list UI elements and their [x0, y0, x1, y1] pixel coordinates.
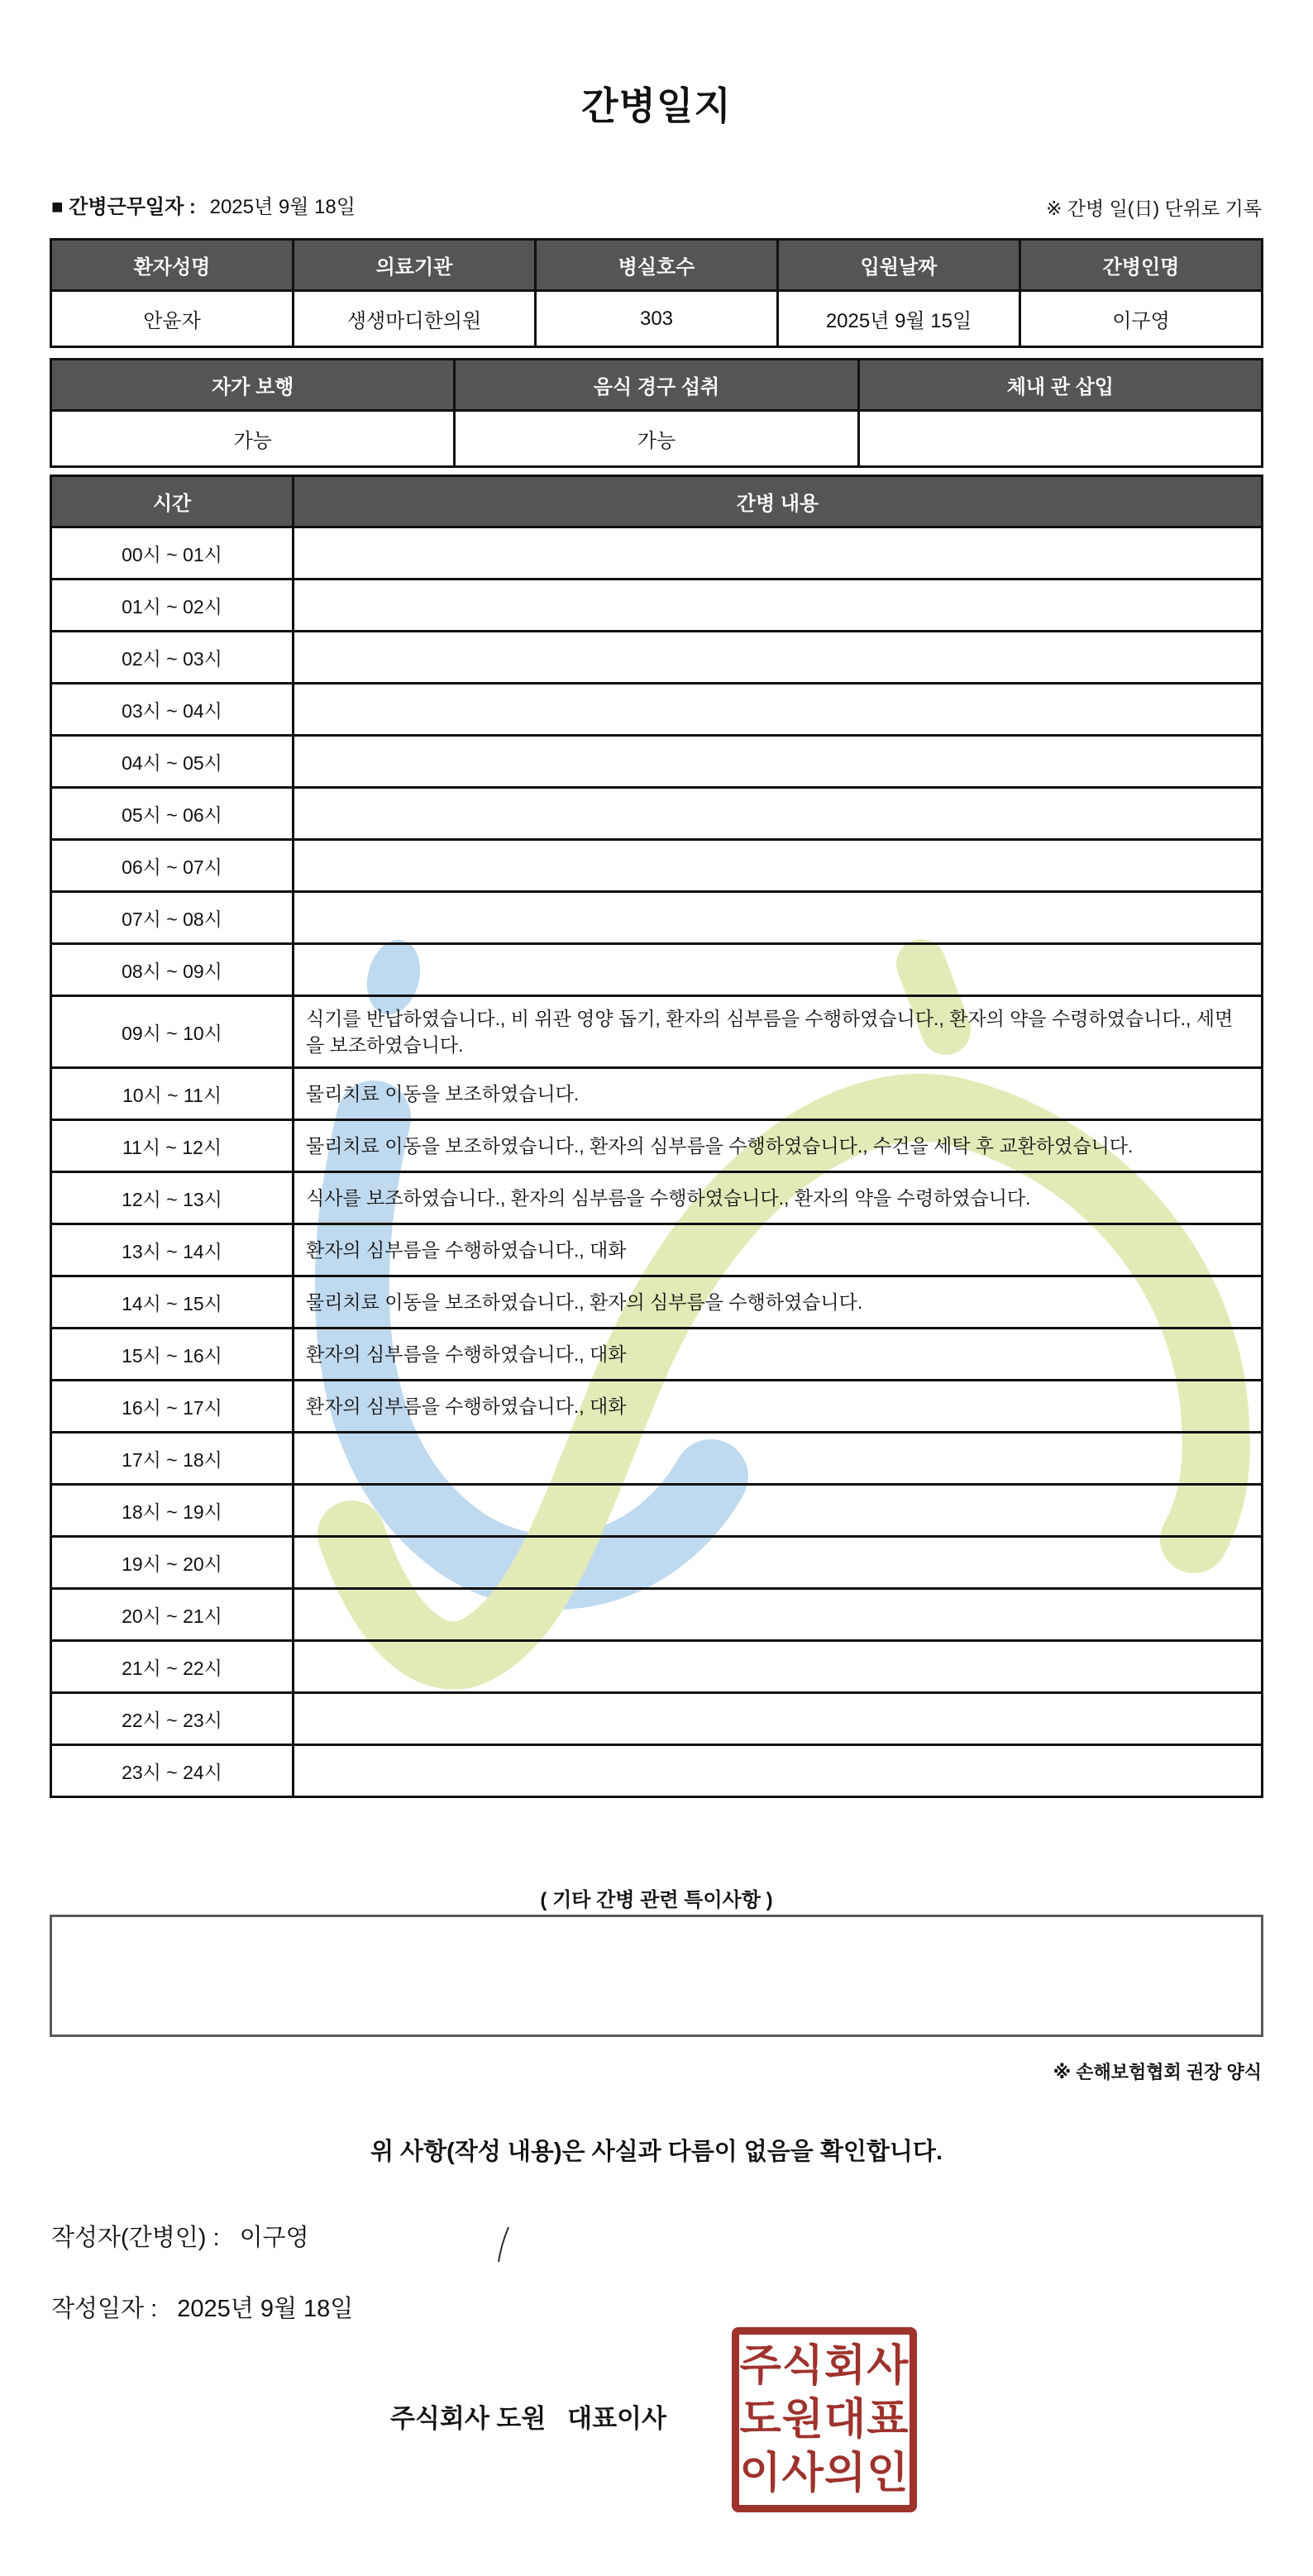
- care-content-cell: 환자의 심부름을 수행하였습니다., 대화: [294, 1224, 1263, 1276]
- time-cell: 14시 ~ 15시: [51, 1276, 294, 1329]
- log-row: [51, 736, 1263, 788]
- header-oral-intake: 음식 경구 섭취: [455, 360, 858, 411]
- care-content-cell: [294, 788, 1263, 840]
- seal-line-3: 이사의인: [739, 2449, 910, 2497]
- writer-line: [51, 2219, 309, 2253]
- time-cell: 19시 ~ 20시: [51, 1537, 294, 1589]
- header-room-number: 병실호수: [536, 240, 778, 291]
- header-time: 시간: [51, 476, 294, 527]
- log-row: [51, 1693, 1263, 1745]
- care-content-cell: [294, 736, 1263, 788]
- care-log-table: [50, 475, 1263, 1798]
- value-caregiver-name: 이구영: [1020, 291, 1263, 347]
- header-medical-institution: 의료기관: [294, 240, 536, 291]
- header-caregiver-name: 간병인명: [1020, 240, 1263, 291]
- patient-info-value-row: [51, 291, 1263, 347]
- log-row: [51, 1537, 1263, 1589]
- record-unit-note: ※ 간병 일(日) 단위로 기록: [1046, 198, 1262, 219]
- care-content-cell: [294, 892, 1263, 944]
- care-content-cell: [294, 1485, 1263, 1537]
- time-cell: 02시 ~ 03시: [51, 632, 294, 684]
- log-row: [51, 892, 1263, 944]
- value-admission-date: 2025년 9월 15일: [778, 291, 1020, 347]
- care-content-cell: 환자의 심부름을 수행하였습니다., 대화: [294, 1381, 1263, 1433]
- value-patient-name: 안윤자: [51, 291, 294, 347]
- recommended-form-note: ※ 손해보험협회 권장 양식: [1053, 2062, 1262, 2082]
- care-log-header-row: [51, 476, 1263, 527]
- time-cell: 09시 ~ 10시: [51, 996, 294, 1068]
- time-cell: 13시 ~ 14시: [51, 1224, 294, 1276]
- care-content-cell: 물리치료 이동을 보조하였습니다., 환자의 심부름을 수행하였습니다., 수건을 세탁 후 교환하였습니다.: [294, 1120, 1263, 1172]
- value-tube-insertion: [858, 411, 1262, 467]
- log-row: [51, 684, 1263, 736]
- special-notes-title: ( 기타 간병 관련 특이사항 ): [540, 1889, 773, 1911]
- log-row: [51, 527, 1263, 580]
- confirmation-statement: 위 사항(작성 내용)은 사실과 다름이 없음을 확인합니다.: [370, 2139, 943, 2165]
- care-work-date: [51, 190, 356, 219]
- care-content-cell: [294, 1589, 1263, 1641]
- log-row: [51, 1172, 1263, 1224]
- time-cell: 04시 ~ 05시: [51, 736, 294, 788]
- time-cell: 22시 ~ 23시: [51, 1693, 294, 1745]
- company-ceo-line: 주식회사 도원 대표이사: [390, 2404, 666, 2433]
- time-cell: 11시 ~ 12시: [51, 1120, 294, 1172]
- time-cell: 05시 ~ 06시: [51, 788, 294, 840]
- mobility-status-table: [50, 358, 1263, 468]
- care-content-cell: [294, 580, 1263, 632]
- page-title: 간병일지: [581, 84, 732, 127]
- care-content-cell: 식기를 반납하였습니다., 비 위관 영양 돕기, 환자의 심부름을 수행하였습니다., 환자의 약을 수령하였습니다., 세면을 보조하였습니다.: [294, 996, 1263, 1068]
- value-room-number: 303: [536, 291, 778, 347]
- log-row: [51, 580, 1263, 632]
- status-header-row: [51, 360, 1263, 411]
- care-content-cell: [294, 632, 1263, 684]
- patient-info-header-row: [51, 240, 1263, 291]
- care-work-date-value: 2025년 9월 18일: [209, 196, 356, 218]
- care-content-cell: [294, 1537, 1263, 1589]
- time-cell: 18시 ~ 19시: [51, 1485, 294, 1537]
- time-cell: 21시 ~ 22시: [51, 1641, 294, 1693]
- log-row: [51, 944, 1263, 996]
- special-notes-box: [50, 1915, 1263, 2037]
- log-row: [51, 1276, 1263, 1329]
- log-row: [51, 1745, 1263, 1797]
- log-row: [51, 1329, 1263, 1381]
- header-tube-insertion: 체내 관 삽입: [858, 360, 1262, 411]
- header-care-content: 간병 내용: [294, 476, 1263, 527]
- care-content-cell: [294, 684, 1263, 736]
- written-date-line: [51, 2290, 353, 2324]
- time-cell: 00시 ~ 01시: [51, 527, 294, 580]
- log-row: [51, 1641, 1263, 1693]
- log-row: [51, 1068, 1263, 1120]
- time-cell: 08시 ~ 09시: [51, 944, 294, 996]
- time-cell: 06시 ~ 07시: [51, 840, 294, 892]
- time-cell: 10시 ~ 11시: [51, 1068, 294, 1120]
- value-self-walking: 가능: [51, 411, 455, 467]
- corporate-seal-stamp: [732, 2327, 917, 2512]
- log-row: [51, 1485, 1263, 1537]
- care-work-date-label: ■ 간병근무일자 :: [51, 196, 196, 218]
- time-cell: 23시 ~ 24시: [51, 1745, 294, 1797]
- log-row: [51, 996, 1263, 1068]
- time-cell: 15시 ~ 16시: [51, 1329, 294, 1381]
- writer-label: 작성자(간병인) :: [51, 2225, 220, 2251]
- log-row: [51, 840, 1263, 892]
- time-cell: 17시 ~ 18시: [51, 1433, 294, 1485]
- time-cell: 01시 ~ 02시: [51, 580, 294, 632]
- time-cell: 12시 ~ 13시: [51, 1172, 294, 1224]
- log-row: [51, 1224, 1263, 1276]
- log-row: [51, 1433, 1263, 1485]
- time-cell: 16시 ~ 17시: [51, 1381, 294, 1433]
- header-self-walking: 자가 보행: [51, 360, 455, 411]
- care-content-cell: [294, 1693, 1263, 1745]
- care-content-cell: 환자의 심부름을 수행하였습니다., 대화: [294, 1329, 1263, 1381]
- seal-line-2: 도원대표: [739, 2395, 910, 2444]
- written-date-value: 2025년 9월 18일: [177, 2296, 354, 2322]
- log-row: [51, 632, 1263, 684]
- care-content-cell: 물리치료 이동을 보조하였습니다., 환자의 심부름을 수행하였습니다.: [294, 1276, 1263, 1329]
- log-row: [51, 1381, 1263, 1433]
- signature-stroke: [493, 2225, 513, 2264]
- header-patient-name: 환자성명: [51, 240, 294, 291]
- seal-line-1: 주식회사: [739, 2341, 910, 2390]
- time-cell: 07시 ~ 08시: [51, 892, 294, 944]
- log-row: [51, 788, 1263, 840]
- time-cell: 03시 ~ 04시: [51, 684, 294, 736]
- log-row: [51, 1589, 1263, 1641]
- patient-info-table: [50, 238, 1263, 348]
- care-content-cell: 물리치료 이동을 보조하였습니다.: [294, 1068, 1263, 1120]
- care-content-cell: [294, 840, 1263, 892]
- care-content-cell: [294, 1433, 1263, 1485]
- value-oral-intake: 가능: [455, 411, 858, 467]
- value-medical-institution: 생생마디한의원: [294, 291, 536, 347]
- care-content-cell: [294, 944, 1263, 996]
- written-date-label: 작성일자 :: [51, 2296, 158, 2322]
- care-content-cell: [294, 1641, 1263, 1693]
- care-content-cell: 식사를 보조하였습니다., 환자의 심부름을 수행하였습니다., 환자의 약을 수령하였습니다.: [294, 1172, 1263, 1224]
- header-admission-date: 입원날짜: [778, 240, 1020, 291]
- care-content-cell: [294, 1745, 1263, 1797]
- writer-name: 이구영: [239, 2225, 309, 2251]
- time-cell: 20시 ~ 21시: [51, 1589, 294, 1641]
- status-value-row: [51, 411, 1263, 467]
- care-content-cell: [294, 527, 1263, 580]
- log-row: [51, 1120, 1263, 1172]
